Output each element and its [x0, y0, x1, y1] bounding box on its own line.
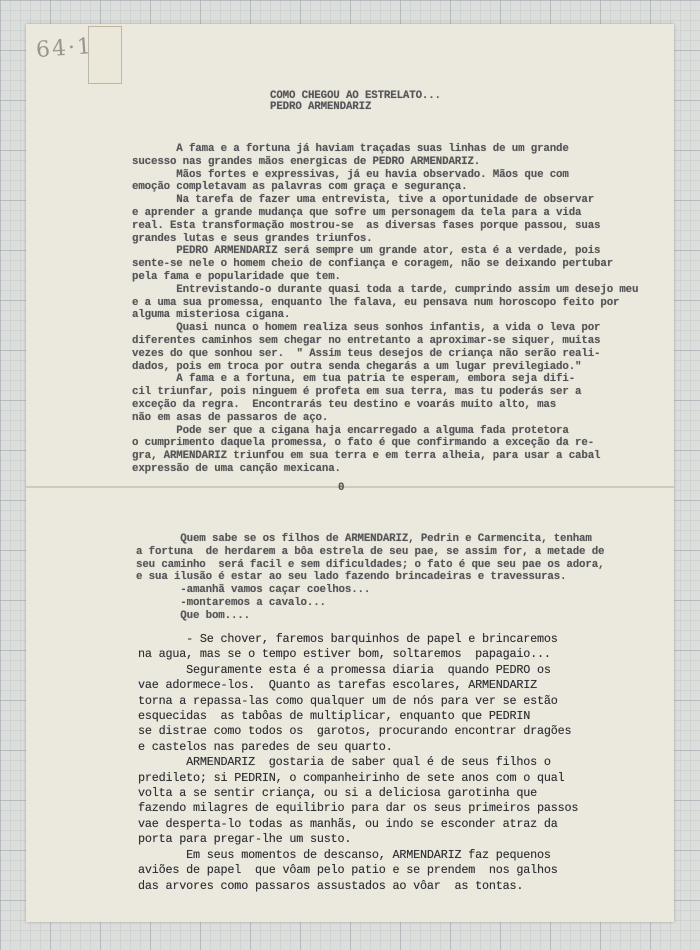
- text-line: e castelos nas paredes de seu quarto.: [138, 739, 393, 754]
- section-1-text: [132, 143, 638, 476]
- text-line: volta a se sentir criança, ou si a deliciosa garotinha que: [138, 786, 537, 801]
- text-line: alguma misteriosa cigana.: [132, 309, 291, 322]
- text-line: o cumprimento daquela promessa, o fato é que confirmando a exceção da re-: [132, 437, 595, 450]
- text-line: dados, pois em troca por outra senda chegarás a um lugar previlegiado.": [132, 360, 582, 373]
- text-line: Quasi nunca o homem realiza seus sonhos infantis, a vida o leva por: [132, 322, 601, 335]
- text-line: - Se chover, faremos barquinhos de papel e brincaremos: [138, 632, 558, 646]
- text-line: se distrae como todos os garotos, procurando encontrar dragões: [138, 724, 572, 739]
- text-line: Entrevistando-o durante quasi toda a tarde, cumprindo assim um desejo meu: [132, 283, 639, 296]
- title-line-2: PEDRO ARMENDARIZ: [270, 101, 372, 113]
- title-line-1: COMO CHEGOU AO ESTRELATO...: [270, 90, 441, 102]
- text-line: fazendo milagres de equilibrio para dar os seus primeiros passos: [138, 801, 579, 816]
- text-line: torna a repassa-las como qualquer um de nós para ver se estão: [138, 693, 558, 708]
- text-line: A fama e a fortuna, em tua patria te esperam, embora seja difi-: [132, 373, 576, 386]
- separator: 0: [338, 482, 345, 494]
- text-line: e sua ilusão é estar ao seu lado fazendo brincadeiras e travessuras.: [136, 571, 567, 584]
- text-line: Em seus momentos de descanso, ARMENDARIZ faz pequenos: [138, 847, 551, 862]
- text-line: e a uma sua promessa, enquanto lhe falava, eu pensava num horoscopo feito por: [132, 296, 620, 309]
- text-line: expressão de uma canção mexicana.: [132, 462, 341, 475]
- text-line: e aprender a grande mudança que sofre um personagem da tela para a vida: [132, 206, 582, 219]
- text-line: na agua, mas se o tempo estiver bom, soltaremos papagaio...: [138, 647, 551, 662]
- text-line: vezes do que sonhou ser. " Assim teus desejos de criança não serão reali-: [132, 347, 601, 360]
- text-line: porta para pregar-lhe um susto.: [138, 832, 352, 847]
- paper-fold: [26, 486, 674, 488]
- text-line: Quem sabe se os filhos de ARMENDARIZ, Pedrin e Carmencita, tenham: [136, 533, 592, 545]
- document-title: [270, 91, 441, 113]
- text-line: predileto; si PEDRIN, o companheirinho de sete anos com o qual: [138, 770, 565, 785]
- section-3-text: [138, 632, 578, 894]
- text-line: grandes lutas e seus grandes triunfos.: [132, 232, 373, 245]
- text-line: esquecidas as tabôas de multiplicar, enquanto que PEDRIN: [138, 709, 531, 724]
- text-line: sucesso nas grandes mãos energicas de PEDRO ARMENDARIZ.: [132, 155, 481, 168]
- text-line: das arvores como passaros assustados ao vôar as tontas.: [138, 878, 524, 893]
- text-line: a fortuna de herdarem a bôa estrela de seu pae, se assim for, a metade de: [136, 545, 605, 558]
- text-line: diferentes caminhos sem chegar no entretanto a aproximar-se siquer, muitas: [132, 334, 601, 347]
- text-line: não em asas de passaros de aço.: [132, 411, 329, 424]
- text-line: -montaremos a cavalo...: [136, 596, 326, 609]
- section-2-text: [136, 533, 604, 623]
- text-line: -amanhã vamos caçar coelhos...: [136, 584, 371, 597]
- text-line: aviões de papel que vôam pelo patio e se prendem nos galhos: [138, 863, 558, 878]
- text-line: Na tarefa de fazer uma entrevista, tive a oportunidade de observar: [132, 194, 595, 207]
- text-line: pela fama e popularidade que tem.: [132, 270, 341, 283]
- text-line: seu caminho será facil e sem dificuldades; o fato é que seu pae os adora,: [136, 558, 605, 571]
- text-line: emoção completavam as palavras com graça e segurança.: [132, 181, 468, 194]
- text-line: Que bom....: [136, 609, 250, 622]
- pencil-annotation: 64·1: [35, 34, 94, 63]
- text-line: PEDRO ARMENDARIZ será sempre um grande ator, esta é a verdade, pois: [132, 245, 601, 258]
- text-line: ARMENDARIZ gostaria de saber qual é de seus filhos o: [138, 755, 551, 770]
- text-line: Pode ser que a cigana haja encarregado a alguma fada protetora: [132, 424, 569, 437]
- text-line: cil triunfar, pois ninguem é profeta em sua terra, mas tu poderás ser a: [132, 386, 582, 399]
- text-line: vae desperta-lo todas as manhãs, ou indo se esconder atraz da: [138, 816, 558, 831]
- text-line: sente-se nele o homem cheio de confiança e coragem, não se deixando pertubar: [132, 258, 614, 271]
- text-line: Seguramente esta é a promessa diaria quando PEDRO os: [138, 662, 551, 677]
- text-line: gra, ARMENDARIZ triunfou em sua terra e em terra alheia, para usar a cabal: [132, 450, 601, 463]
- text-line: Mãos fortes e expressivas, já eu havia observado. Mãos que com: [132, 168, 569, 181]
- text-line: A fama e a fortuna já haviam traçadas suas linhas de um grande: [132, 143, 569, 155]
- text-line: vae adormece-los. Quanto as tarefas escolares, ARMENDARIZ: [138, 678, 537, 693]
- text-line: exceção da regra. Encontrarás teu destino e voarás muito alto, mas: [132, 398, 557, 411]
- text-line: real. Esta transformação mostrou-se as diversas fases porque passou, suas: [132, 219, 601, 232]
